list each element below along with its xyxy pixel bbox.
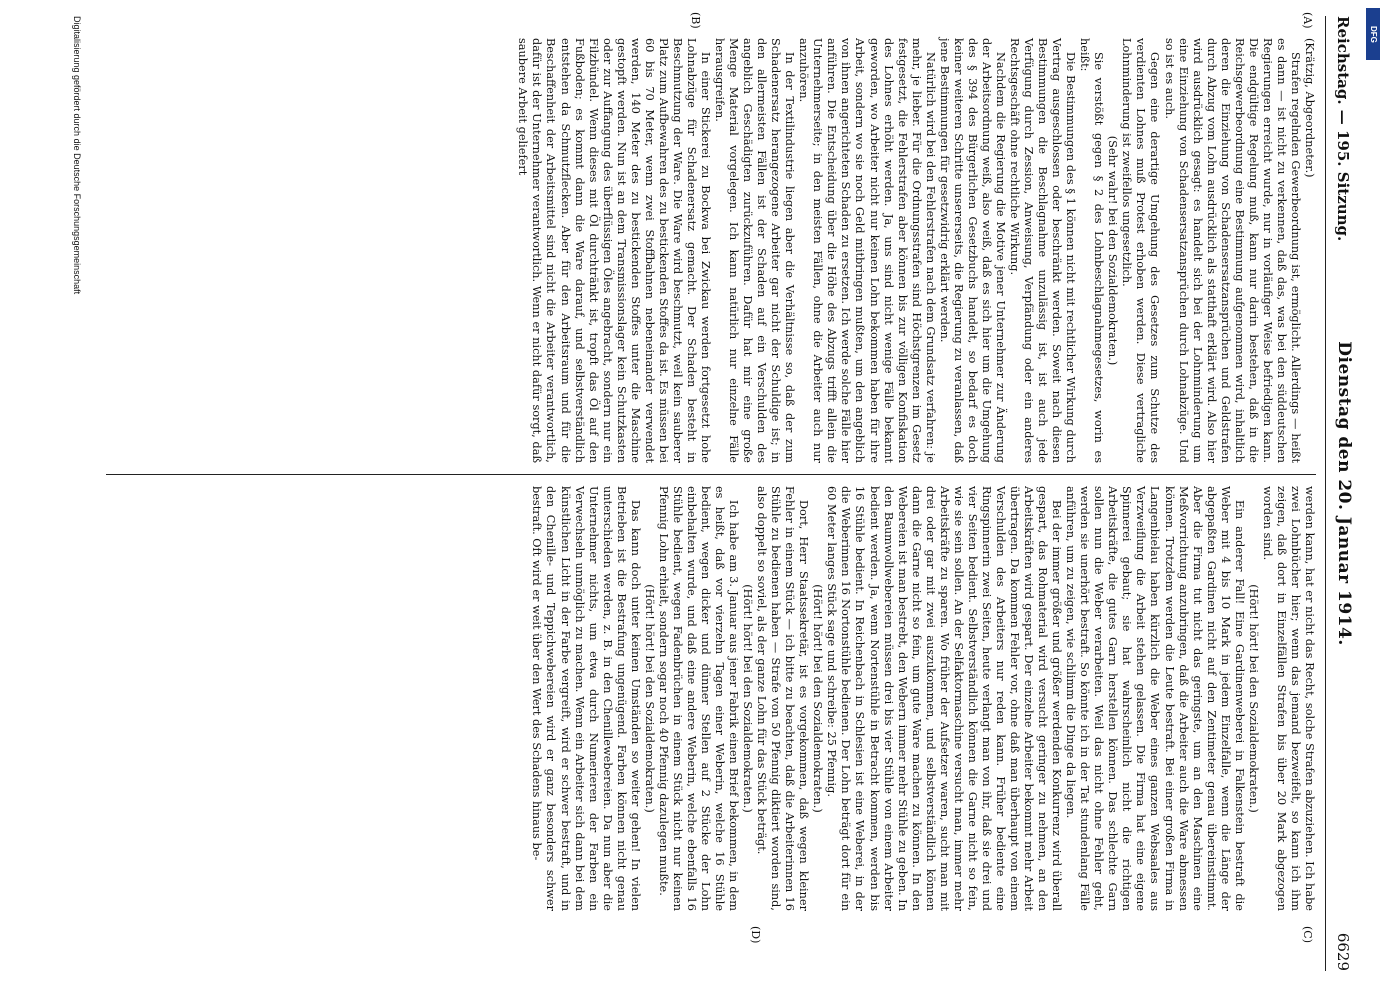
paragraph: Ein anderer Fall! Eine Gardinenweberei in Falkenstein bestraft die Weber mit 4 bis 10 Mark in jedem Einzelfalle, wenn die Länge der abgepaßten Gardinen nicht auf den Zentimeter genau übereinstimmt. Aber die Firma tut nicht das geringste, um an den Maschinen eine Meßvorrichtung anzubringen, daß die Arbeiter auch die Ware abmessen können. Trotzdem werden die Leute bestraft. Bei einer großen Firma in Langenbielau haben kürzlich die Weber eines ganzen Websaales aus Verzweiflung die Arbeit stehen gelassen. Die Firma hat eine eigene Spinnerei gebaut; sie hat wahrscheinlich nicht die richtigen Arbeitskräfte, die gutes Garn herstellen können. Das schlechte Garn sollen nun die Weber verarbeiten. Weil das nicht ohne Fehler geht, werden sie unerhört bestraft. So könnte ich in der Tat stundenlang Fälle anführen, um zu zeigen, wie schlimm die Dinge da liegen. [1064,486,1246,911]
margin-mark-b: (B) [689,12,702,29]
dfg-logo: DFG [1366,8,1380,60]
rotated-page [60,8,1360,988]
paragraph: Ich habe am 3. Januar aus jener Fabrik einen Brief bekommen, in dem es heißt, daß vor vierzehn Tagen einer Weberin, welche 16 Stühle bedient, wegen dicker und dünner Stellen auf 2 Stücke der Lohn einbehalten wurde, und daß eine andere Weberin, welche ebenfalls 16 Stühle bedient, wegen Fadenbrüchen in einem Stück nicht nur keinen Pfennig Lohn erhielt, sondern sogar noch 40 Pfennig dazulegen mußte. [656,486,741,911]
header-left: Reichstag. — 195. Sitzung. [1334,16,1352,242]
column-divider [106,474,1316,475]
interjection: (Sehr wahr! bei den Sozialdemokraten.) [1106,135,1120,366]
page-header [1324,16,1360,971]
paragraph: Bei der immer größer und größer werdenden Konkurrenz wird überall gespart, das Rohmaterial wird versucht geringer zu nehmen, an den Arbeitskräften wird gespart. Der einzelne Arbeiter bekommt mehr Arbeit übertragen. Da kommen Fehler vor, ohne daß man überhaupt von einem Verschulden des Arbeiters nur reden kann. Früher bediente eine Ringspinnerin zwei Seiten, heute verlangt man von ihr, daß sie drei und vier Seiten bedient. Selbstverständlich können die Garne nicht so fein, wie sie sein sollen. An der Selfaktormaschine versucht man, immer mehr Arbeitskräfte zu sparen. Wo früher der Aufsetzer waren, sucht man mit drei oder gar mit zwei auszukommen, und selbstverständlich können dann die Garne nicht so fein, um gute Ware machen zu können. In den Webereien ist man bestrebt, den Webern immer mehr Stühle zu geben. In den Baumwollwebereien müssen drei bis vier Stühle von einem Arbeiter bedient werden. Ja, wenn Nortenstühle in Betracht kommen, werden bis 16 Stühle bedient. In Reichenbach in Schlesien ist eine Weberei, in der die Weberinnen 16 Nortonstühle bedienen. Der Lohn beträgt dort für ein 60 Meter langes Stück sage und schreibe: 25 Pfennig. [825,486,1064,911]
paragraph: Dort, Herr Staatssekretär, ist es vorgekommen, daß wegen kleiner Fehler in einem Stück — ich bitte zu beachten, daß die Arbeiterinnen 16 Stühle zu bedienen haben — Strafe von 50 Pfennig diktiert worden sind, also doppelt so soviel, als der ganze Lohn für das Stück beträgt. [755,486,811,911]
paragraph: In der Textilindustrie liegen aber die Verhältnisse so, daß der zum Schadenersatz herangezogene Arbeiter gar nicht der Schuldige ist; in den allermeisten Fällen ist der Schaden auf ein Verschulden des angeblich Geschädigten zurückzuführen. Dafür hat mir eine große Menge Material vorgelegen. Ich kann natürlich nur einzelne Fälle herausgreifen. [713,38,797,463]
interjection: (Hört! hört! bei den Sozialdemokraten.) [741,584,755,813]
footer-credit: Digitalisierung gefördert durch die Deutsche Forschungsgemeinschaft [72,16,82,295]
paragraph: Strafen regelnden Gewerbeordnung ist, ermöglicht. Allerdings — heißt es dann — ist nicht zu verkennen, daß das, was bei den süddeutschen Regierungen erreicht wurde, nur in vorläufiger Weise befriedigen kann. Die endgültige Regelung muß, kann nur darin bestehen, daß in die Reichsgewerbeordnung eine Bestimmung aufgenommen wird, inhaltlich deren die Einziehung von Schadensersatzansprüchen und Geldstrafen durch Abzug vom Lohn ausdrücklich als statthaft erklärt wird. Also hier wird ausdrücklich gesagt: es handelt sich bei der Lohnminderung um eine Einziehung von Schadensersatzansprüchen durch Lohnabzüge. Und so ist es auch. [1162,38,1302,463]
margin-mark-c: (C) [1301,926,1314,943]
left-column [515,38,1316,463]
interjection: (Hört! hört! bei den Sozialdemokraten.) [1246,584,1260,813]
header-rule [1325,16,1326,971]
page-number: 6629 [1334,932,1352,971]
paragraph: Nachdem die Regierung die Motive jener Unternehmer zur Änderung der Arbeitsordnung weiß, also weiß, daß es sich hier um die Umgehung des § 394 des Bürgerlichen Gesetzbuchs handelt, so bedarf es doch keiner weiteren Schritte unsererseits, die Regierung zu veranlassen, daß jene Bestimmungen für gesetzwidrig erklärt werden. [937,38,1007,463]
margin-mark-d: (D) [749,926,762,944]
paragraph: Natürlich wird bei den Fehlerstrafen nach dem Grundsatz verfahren: je mehr, je lieber. Für die Ordnungsstrafen sind Höchstgrenzen im Gesetz festgesetzt, die Fehlerstrafen aber können bis zur völligen Konfiskation des Lohnes erhöht werden. Ja, uns sind nicht wenige Fälle bekannt geworden, wo Arbeiter nicht nur keinen Lohn bekommen haben für ihre Arbeit, sondern wo sie noch Geld mitbringen mußten, um den angeblich von ihnen angerichteten Schaden zu ersetzen. Ich werde solche Fälle hier anführen. Die Entscheidung über die Höhe des Abzugs trifft allein die Unternehmerseite; in den meisten Fällen, ohne die Arbeiter auch nur anzuhören. [797,38,937,463]
paragraph: Sie verstößt gegen § 2 des Lohnbeschlagnahmegesetzes, worin es heißt: [1078,38,1106,463]
paragraph: In einer Stickerei zu Bockwa bei Zwickau werden fortgesetzt hohe Lohnabzüge für Schadenersatz gemacht. Der Schaden besteht in Beschmutzung der Ware. Die Ware wird beschmutzt, weil kein sauberer Platz zum Aufbewahren des zu bestickenden Stoffes da ist. Es müssen bei 60 bis 70 Meter, wenn zwei Stoffbahnen nebeneinander verwendet werden, 140 Meter des zu bestickenden Stoffes unter die Maschine gestopft werden. Nun ist an dem Transmissionslager kein Schutzkasten oder zur Auffangung des überflüssigen Öles angebracht, sondern nur ein Filzbündel. Wenn dieses mit Öl durchtränkt ist, tropft das Öl auf den Fußboden; es kommt dann die Ware darauf, und selbstverständlich entstehen da Schmutzflecken. Aber für den Arbeitsraum und für die Beschaffenheit der Arbeitsmittel sind nicht die Arbeiter verantwortlich, dafür ist der Unternehmer verantwortlich. Wenn er nicht dafür sorgt, daß saubere Arbeit geliefert [516,38,712,463]
header-date: Dienstag den 20. Januar 1914. [1334,341,1354,646]
paragraph: werden kann, hat er nicht das Recht, solche Strafen abzuziehen. Ich habe zwei Lohnbücher hier; wenn das jemand bezweifelt, so kann ich ihm zeigen, daß dort in Einzelfällen Strafen bis über 20 Mark abgezogen worden sind. [1260,486,1316,911]
quote: Die Bestimmungen des § 1 können nicht mit rechtlicher Wirkung durch Vertrag ausgeschlossen oder beschränkt werden. Soweit nach diesen Bestimmungen die Beschlagnahme unzulässig ist, ist auch jede Verfügung durch Zession, Anweisung, Verpfändung oder ein anderes Rechtsgeschäft ohne rechtliche Wirkung. [1008,38,1078,463]
interjection: (Hört! hört! bei den Sozialdemokraten.) [811,584,825,813]
margin-mark-a: (A) [1301,12,1314,29]
interjection: (Hört! hört! bei den Sozialdemokraten.) [642,584,656,813]
paragraph: Gegen eine derartige Umgehung des Gesetzes zum Schutze des verdienten Lohnes muß Protest erhoben werden. Diese vertragliche Lohnminderung ist zweifellos ungesetzlich. [1120,38,1162,463]
paragraph: Das kann doch unter keinen Umständen so weiter gehen! In vielen Betrieben ist die Bestrafung ungenügend. Farben können nicht genau unterschieden werden, z. B. in den Chenillewebereien. Da nun aber die Unternehmer nichts, um etwa durch Numerieren der Farben ein Verwechseln unmöglich zu machen. Wenn ein Arbeiter sich dann bei dem künstlichen Licht in der Farbe vergreift, wird er schwer bestraft, und in den Chenille- und Teppichwebereien wird er ganz besonders schwer bestraft. Oft wird er weit über den Wert des Schadens hinaus be- [530,486,642,911]
right-column [529,486,1316,911]
speaker-label: (Krätzig, Abgeordneter.) [1303,38,1316,178]
